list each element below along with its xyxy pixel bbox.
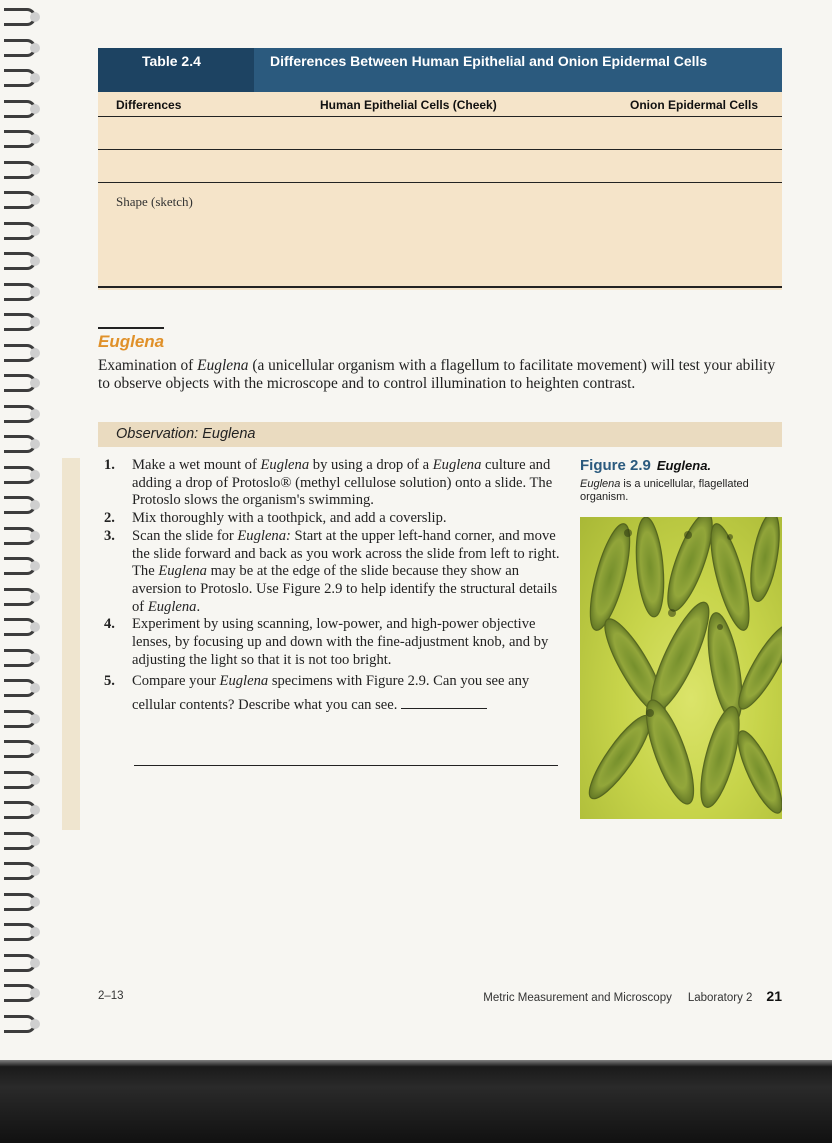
table-rule [98,149,782,150]
binding-hole [30,317,40,327]
step-term: Euglena [260,457,310,473]
step-term: Euglena [432,457,482,473]
intro-text: (a unicellular organism with a flagellum to facilitate movement) will test your ability to observe objects with the microscope and to control illumination to heighten contrast. [98,357,776,392]
step-number: 4. [104,616,115,633]
intro-paragraph [98,357,782,393]
binding-hole [30,378,40,388]
figure-caption [580,457,790,504]
page-bottom-shadow [0,1050,832,1143]
binding-hole [30,683,40,693]
binding-hole [30,714,40,724]
intro-text: Examination of [98,357,198,374]
table-rule [98,116,782,117]
step-1 [104,457,564,510]
binding-hole [30,866,40,876]
margin-strip [62,458,80,830]
binding-hole [30,43,40,53]
binding-hole [30,927,40,937]
step-text: Mix thoroughly with a toothpick, and add a coverslip. [132,510,447,527]
binding-hole [30,226,40,236]
step-term: Euglena [158,563,207,580]
step-term: Euglena [219,673,269,690]
binding-hole [30,12,40,22]
footer-lab: Laboratory 2 [687,992,753,1004]
spiral-binding [0,0,48,1060]
step-text: Compare your [132,673,220,690]
binding-hole [30,958,40,968]
column-header-onion-epidermal: Onion Epidermal Cells [630,98,759,112]
step-text: Make a wet mount of [132,457,261,473]
footer-title: Metric Measurement and Microscopy [483,992,672,1004]
figure-name: Euglena. [656,458,712,473]
binding-hole [30,287,40,297]
binding-hole [30,897,40,907]
step-text: . [196,598,201,615]
binding-hole [30,1019,40,1029]
step-text: specimens with Figure 2.9. Can you see any cellular contents? Describe what you can see. [132,673,530,714]
step-text: culture and adding a drop of Protoslo® (methyl cellulose solution) onto a slide. The Protoslo slows the organism's swimming. [132,457,553,509]
page-number: 21 [766,988,782,1004]
section-rule [98,327,164,329]
caption-text: is a unicellular, flagellated organism. [580,478,749,503]
step-2 [104,510,564,528]
section-title: Euglena [98,332,165,351]
binding-hole [30,134,40,144]
footer-running-head [483,988,782,1004]
table-number: Table 2.4 [98,48,254,92]
intro-term: Euglena [197,357,249,374]
table-title: Differences Between Human Epithelial and Onion Epidermal Cells [270,53,708,69]
binding-hole [30,805,40,815]
page-bottom-edge [0,1050,832,1060]
footer-code: 2–13 [98,990,124,1002]
step-text: Scan the slide for [132,527,238,544]
step-5 [104,669,564,717]
binding-hole [30,165,40,175]
answer-line[interactable] [134,765,558,766]
step-text: Experiment by using scanning, low-power, and high-power objective lenses, by focusing up and down with the fine-adjustment knob, and by adjusting the light so that it is not too bright. [132,616,549,668]
table-header [98,48,782,92]
euglena-illustration [580,517,782,819]
table-2-4 [98,48,782,290]
binding-hole [30,195,40,205]
figure-number: Figure 2.9 [580,457,651,474]
step-number: 1. [104,457,115,473]
binding-hole [30,500,40,510]
step-4 [104,616,564,669]
binding-hole [30,104,40,114]
binding-hole [30,592,40,602]
step-text: Start at the upper left-hand corner, and move the slide forward and back as you work across the slide from left to right. The [132,527,560,580]
binding-hole [30,439,40,449]
caption-term: Euglena [580,478,621,490]
binding-hole [30,561,40,571]
binding-hole [30,531,40,541]
step-text: by using a drop of a [309,457,433,473]
step-number: 3. [104,527,115,544]
table-rule [98,182,782,183]
binding-hole [30,73,40,83]
observation-steps [104,457,564,717]
euglena-micrograph [580,517,782,819]
binding-hole [30,256,40,266]
figure-caption-text [580,478,790,504]
column-header-human-epithelial: Human Epithelial Cells (Cheek) [320,98,497,112]
step-number: 2. [104,510,115,527]
binding-hole [30,622,40,632]
binding-hole [30,988,40,998]
step-3 [104,528,564,617]
observation-heading: Observation: Euglena [98,422,782,447]
step-text: may be at the edge of the slide because they show an aversion to Protoslo. Use Figure 2.9 to help identify the structural details of [132,563,558,615]
binding-hole [30,470,40,480]
column-header-differences: Differences [116,98,182,112]
step-term: Euglena: [237,527,291,544]
step-number: 5. [104,673,115,690]
binding-hole [30,836,40,846]
binding-hole [30,653,40,663]
binding-hole [30,348,40,358]
binding-hole [30,744,40,754]
step-term: Euglena [147,598,197,615]
binding-hole [30,775,40,785]
binding-hole [30,409,40,419]
row-label-shape: Shape (sketch) [116,194,193,209]
answer-blank[interactable] [401,696,487,709]
table-bottom-rule [98,286,782,288]
